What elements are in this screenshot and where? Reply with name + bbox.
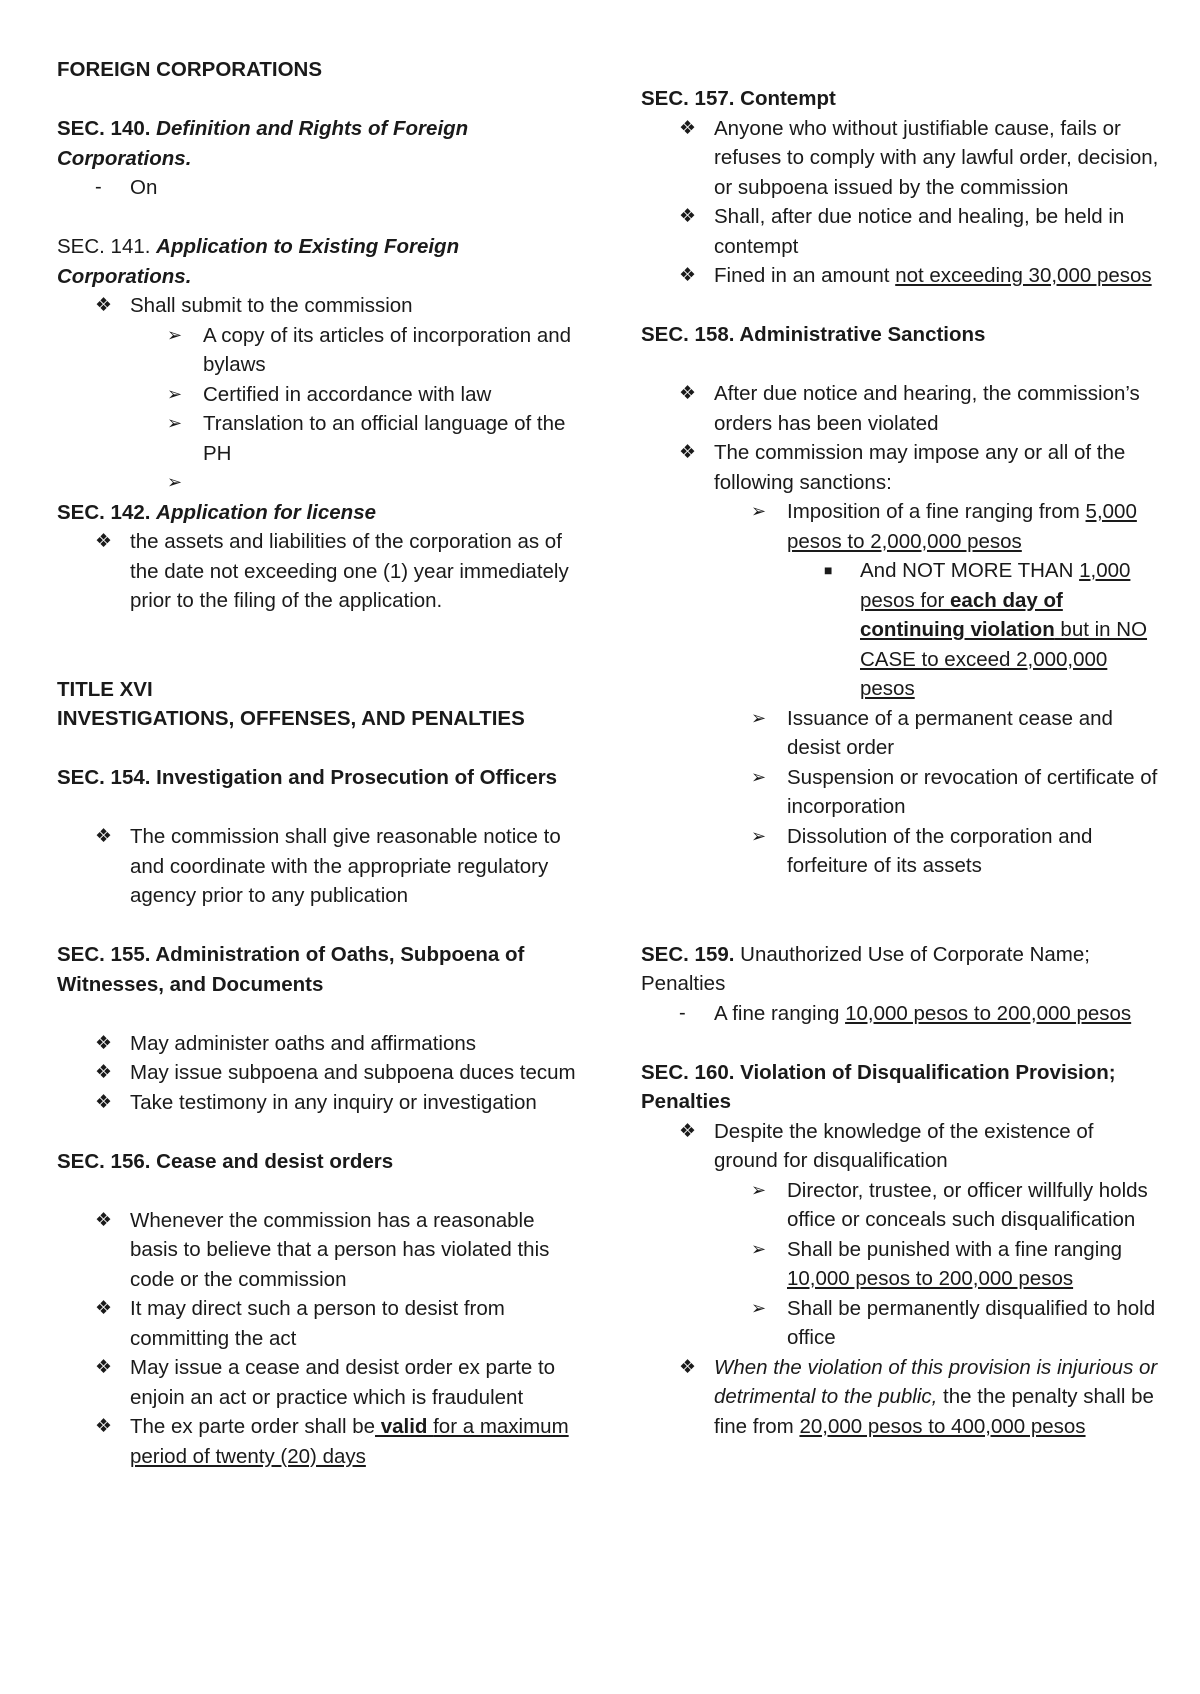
square-bullet-icon: ■ <box>824 562 833 578</box>
list-item: ❖ The ex parte order shall be valid for a maximum period of twenty (20) days <box>57 1412 577 1471</box>
sec-157-heading: SEC. 157. Contempt <box>641 87 836 110</box>
list-item: ❖ It may direct such a person to desist from committing the act <box>57 1294 577 1353</box>
list-item-empty <box>57 468 577 498</box>
list-item: ❖ May issue subpoena and subpoena duces tecum <box>57 1058 577 1088</box>
diamond-bullet-icon: ❖ <box>679 1120 697 1142</box>
list-item: ❖ Take testimony in any inquiry or investigation <box>57 1088 577 1118</box>
sec-160-heading: SEC. 160. Violation of Disqualification Provision; Penalties <box>641 1060 1116 1113</box>
list-item: ➢ Translation to an official language of the PH <box>57 409 577 468</box>
arrow-bullet-icon: ➢ <box>751 1238 767 1259</box>
diamond-bullet-icon: ❖ <box>95 1357 113 1378</box>
list-item: ❖ When the violation of this provision is injurious or detrimental to the public, the the penalty shall be fine from 20,000 pesos to 400,000 pesos <box>641 1353 1161 1442</box>
title-xvi-name: INVESTIGATIONS, OFFENSES, AND PENALTIES <box>57 707 525 730</box>
diamond-bullet-icon: ❖ <box>95 1062 113 1083</box>
diamond-bullet-icon: ❖ <box>679 442 697 463</box>
list-item: ➢ Suspension or revocation of certificate of incorporation <box>641 763 1161 822</box>
list-item: ❖ The commission shall give reasonable notice to and coordinate with the appropriate regulatory agency prior to any publication <box>57 822 577 911</box>
list-item: ➢ Dissolution of the corporation and forfeiture of its assets <box>641 822 1161 881</box>
list-item: ■ And NOT MORE THAN 1,000 pesos for each day of continuing violation but in NO CASE to exceed 2,000,000 pesos <box>641 556 1161 704</box>
arrow-bullet-icon: ➢ <box>751 501 767 521</box>
diamond-bullet-icon: ❖ <box>95 295 113 316</box>
diamond-bullet-icon: ❖ <box>679 383 697 404</box>
sec-142-heading: SEC. 142. Application for license <box>57 500 377 524</box>
left-column <box>57 55 577 1471</box>
diamond-bullet-icon: ❖ <box>95 1209 113 1231</box>
arrow-bullet-icon: ➢ <box>167 413 183 433</box>
arrow-bullet-icon: ➢ <box>167 472 183 492</box>
diamond-bullet-icon: ❖ <box>95 1091 113 1113</box>
sec-155-heading: SEC. 155. Administration of Oaths, Subpoena of Witnesses, and Documents <box>57 943 525 996</box>
arrow-bullet-icon: ➢ <box>751 707 767 728</box>
list-item: ❖ May administer oaths and affirmations <box>57 1029 577 1059</box>
diamond-bullet-icon: ❖ <box>679 1356 697 1378</box>
list-item: ❖ Shall, after due notice and healing, be held in contempt <box>641 202 1161 261</box>
list-item: ❖ Fined in an amount not exceeding 30,000 pesos <box>641 261 1161 291</box>
right-column <box>641 84 1161 1441</box>
arrow-bullet-icon: ➢ <box>167 324 183 345</box>
sec-156-heading: SEC. 156. Cease and desist orders <box>57 1149 394 1173</box>
list-item: ❖ Despite the knowledge of the existence of ground for disqualification <box>641 1117 1161 1176</box>
list-item: ➢ Certified in accordance with law <box>57 380 577 410</box>
arrow-bullet-icon: ➢ <box>751 825 767 846</box>
list-item: ➢ Shall be punished with a fine ranging 10,000 pesos to 200,000 pesos <box>641 1235 1161 1294</box>
arrow-bullet-icon: ➢ <box>751 1179 767 1200</box>
arrow-bullet-icon: ➢ <box>751 1297 767 1318</box>
dash-bullet-icon: - <box>679 1001 686 1024</box>
list-item: ❖ After due notice and hearing, the commission’s orders has been violated <box>641 379 1161 438</box>
list-item: ❖ May issue a cease and desist order ex parte to enjoin an act or practice which is fraudulent <box>57 1353 577 1412</box>
list-item: ❖ The commission may impose any or all of the following sanctions: <box>641 438 1161 497</box>
diamond-bullet-icon: ❖ <box>95 1032 113 1054</box>
foreign-corporations-heading: FOREIGN CORPORATIONS <box>57 58 322 81</box>
sec-159-heading: SEC. 159. Unauthorized Use of Corporate Name; Penalties <box>641 942 1090 995</box>
list-item: ➢ A copy of its articles of incorporation and bylaws <box>57 321 577 380</box>
sec-140-heading: SEC. 140. Definition and Rights of Foreign Corporations. <box>57 117 469 170</box>
list-item: - On <box>57 173 577 203</box>
list-item: ❖ the assets and liabilities of the corporation as of the date not exceeding one (1) year immediately prior to the filing of the application. <box>57 527 577 616</box>
diamond-bullet-icon: ❖ <box>679 117 697 139</box>
list-item: - A fine ranging 10,000 pesos to 200,000 pesos <box>641 999 1161 1029</box>
sec-141-heading: SEC. 141. Application to Existing Foreign Corporations. <box>57 235 460 288</box>
dash-bullet-icon: - <box>95 176 102 198</box>
sec-154-heading: SEC. 154. Investigation and Prosecution of Officers <box>57 766 558 789</box>
diamond-bullet-icon: ❖ <box>95 826 113 847</box>
diamond-bullet-icon: ❖ <box>95 531 113 552</box>
list-item: ❖ Whenever the commission has a reasonable basis to believe that a person has violated this code or the commission <box>57 1206 577 1295</box>
list-item: ❖ Anyone who without justifiable cause, fails or refuses to comply with any lawful order, decision, or subpoena issued by the commission <box>641 114 1161 203</box>
list-item: ➢ Issuance of a permanent cease and desist order <box>641 704 1161 763</box>
arrow-bullet-icon: ➢ <box>167 383 183 404</box>
arrow-bullet-icon: ➢ <box>751 766 767 787</box>
diamond-bullet-icon: ❖ <box>679 206 697 227</box>
list-item: ❖ Shall submit to the commission <box>57 291 577 321</box>
list-item: ➢ Shall be permanently disqualified to hold office <box>641 1294 1161 1353</box>
diamond-bullet-icon: ❖ <box>679 265 697 286</box>
title-xvi: TITLE XVI <box>57 677 153 701</box>
sec-158-heading: SEC. 158. Administrative Sanctions <box>641 323 986 346</box>
list-item: ➢ Imposition of a fine ranging from 5,000 pesos to 2,000,000 pesos <box>641 497 1161 556</box>
list-item: ➢ Director, trustee, or officer willfully holds office or conceals such disqualification <box>641 1176 1161 1235</box>
diamond-bullet-icon: ❖ <box>95 1416 113 1437</box>
diamond-bullet-icon: ❖ <box>95 1298 113 1319</box>
